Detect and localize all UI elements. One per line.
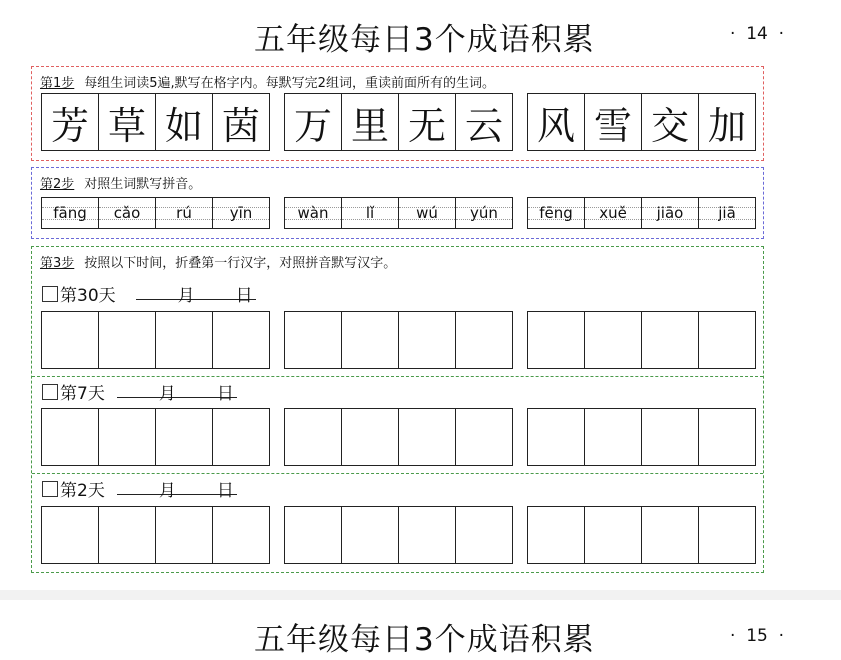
pinyin-cell: jiāo bbox=[641, 197, 699, 229]
date-fill-line[interactable] bbox=[117, 379, 237, 404]
writing-cell[interactable] bbox=[641, 506, 699, 564]
writing-grid bbox=[41, 311, 270, 369]
writing-cell[interactable] bbox=[527, 506, 585, 564]
step1-instruction: 每组生词读5遍,默写在格字内。每默写完2组词，重读前面所有的生词。 bbox=[84, 76, 495, 91]
idiom-group-2 bbox=[284, 93, 513, 151]
pinyin-cell: wú bbox=[398, 197, 456, 229]
writing-cell[interactable] bbox=[341, 408, 399, 466]
writing-cell[interactable] bbox=[155, 311, 213, 369]
idiom-group-3 bbox=[527, 93, 756, 151]
writing-cell[interactable] bbox=[155, 506, 213, 564]
day-label: 第2天 bbox=[60, 481, 105, 501]
writing-cell[interactable] bbox=[284, 408, 342, 466]
writing-cell[interactable] bbox=[41, 506, 99, 564]
writing-cell[interactable] bbox=[341, 311, 399, 369]
writing-grid bbox=[41, 506, 270, 564]
writing-cell[interactable] bbox=[398, 408, 456, 466]
page-title: 五年级每日3个成语积累 bbox=[254, 622, 595, 658]
day-checkbox[interactable] bbox=[42, 481, 58, 497]
writing-cell[interactable] bbox=[212, 311, 270, 369]
hanzi-cell: 草 bbox=[98, 93, 156, 151]
day-checkbox[interactable] bbox=[42, 384, 58, 400]
month-label: 月 bbox=[158, 481, 176, 501]
writing-grid bbox=[527, 506, 756, 564]
step1-label: 第1步 bbox=[40, 76, 75, 91]
writing-cell[interactable] bbox=[698, 408, 756, 466]
review-day-row bbox=[42, 476, 237, 501]
day-unit-label: 日 bbox=[235, 286, 253, 306]
day-unit-label: 日 bbox=[216, 481, 234, 501]
pinyin-group-3 bbox=[527, 197, 756, 229]
writing-cell[interactable] bbox=[698, 311, 756, 369]
writing-cell[interactable] bbox=[641, 408, 699, 466]
step3-header bbox=[40, 252, 396, 271]
day-label: 第30天 bbox=[60, 286, 116, 306]
review-day-row bbox=[42, 379, 237, 404]
writing-cell[interactable] bbox=[341, 506, 399, 564]
date-fill-line[interactable] bbox=[136, 281, 256, 306]
writing-cell[interactable] bbox=[41, 311, 99, 369]
page-number: · 14 · bbox=[730, 24, 785, 44]
step2-header bbox=[40, 173, 201, 192]
writing-cell[interactable] bbox=[641, 311, 699, 369]
step3-label: 第3步 bbox=[40, 256, 75, 271]
worksheet-page-next bbox=[0, 600, 841, 660]
writing-cell[interactable] bbox=[584, 506, 642, 564]
writing-cell[interactable] bbox=[455, 506, 513, 564]
divider bbox=[32, 473, 763, 474]
writing-cell[interactable] bbox=[284, 506, 342, 564]
month-label: 月 bbox=[177, 286, 195, 306]
review-day-row bbox=[42, 281, 256, 306]
writing-cell[interactable] bbox=[98, 506, 156, 564]
step3-section bbox=[31, 246, 764, 573]
hanzi-cell: 雪 bbox=[584, 93, 642, 151]
writing-cell[interactable] bbox=[455, 311, 513, 369]
writing-cell[interactable] bbox=[98, 311, 156, 369]
hanzi-cell: 里 bbox=[341, 93, 399, 151]
writing-grid bbox=[527, 311, 756, 369]
month-label: 月 bbox=[158, 384, 176, 404]
writing-cell[interactable] bbox=[212, 506, 270, 564]
writing-cell[interactable] bbox=[527, 408, 585, 466]
writing-cell[interactable] bbox=[584, 311, 642, 369]
pinyin-cell: fāng bbox=[41, 197, 99, 229]
pinyin-cell: jiā bbox=[698, 197, 756, 229]
writing-cell[interactable] bbox=[284, 311, 342, 369]
step1-section bbox=[31, 66, 764, 161]
writing-grid bbox=[527, 408, 756, 466]
day-checkbox[interactable] bbox=[42, 286, 58, 302]
hanzi-cell: 万 bbox=[284, 93, 342, 151]
hanzi-cell: 交 bbox=[641, 93, 699, 151]
writing-grid bbox=[41, 408, 270, 466]
writing-grid bbox=[284, 506, 513, 564]
step2-instruction: 对照生词默写拼音。 bbox=[84, 177, 202, 192]
hanzi-cell: 加 bbox=[698, 93, 756, 151]
pinyin-group-2 bbox=[284, 197, 513, 229]
writing-cell[interactable] bbox=[212, 408, 270, 466]
writing-cell[interactable] bbox=[398, 506, 456, 564]
hanzi-cell: 芳 bbox=[41, 93, 99, 151]
pinyin-cell: yún bbox=[455, 197, 513, 229]
writing-cell[interactable] bbox=[155, 408, 213, 466]
writing-cell[interactable] bbox=[455, 408, 513, 466]
step2-section bbox=[31, 167, 764, 239]
writing-cell[interactable] bbox=[41, 408, 99, 466]
writing-cell[interactable] bbox=[698, 506, 756, 564]
step3-instruction: 按照以下时间，折叠第一行汉字，对照拼音默写汉字。 bbox=[84, 256, 397, 271]
date-fill-line[interactable] bbox=[117, 476, 237, 501]
writing-cell[interactable] bbox=[398, 311, 456, 369]
pinyin-cell: rú bbox=[155, 197, 213, 229]
pinyin-cell: fēng bbox=[527, 197, 585, 229]
pinyin-cell: lǐ bbox=[341, 197, 399, 229]
writing-grid bbox=[284, 311, 513, 369]
pinyin-cell: xuě bbox=[584, 197, 642, 229]
writing-cell[interactable] bbox=[527, 311, 585, 369]
hanzi-cell: 风 bbox=[527, 93, 585, 151]
hanzi-cell: 云 bbox=[455, 93, 513, 151]
hanzi-cell: 无 bbox=[398, 93, 456, 151]
step2-label: 第2步 bbox=[40, 177, 75, 192]
page-number: · 15 · bbox=[730, 626, 785, 646]
pinyin-cell: yīn bbox=[212, 197, 270, 229]
page-title: 五年级每日3个成语积累 bbox=[254, 22, 595, 58]
writing-cell[interactable] bbox=[584, 408, 642, 466]
writing-cell[interactable] bbox=[98, 408, 156, 466]
pinyin-cell: cǎo bbox=[98, 197, 156, 229]
day-label: 第7天 bbox=[60, 384, 105, 404]
pinyin-group-1 bbox=[41, 197, 270, 229]
step1-header bbox=[40, 72, 495, 91]
divider bbox=[32, 376, 763, 377]
hanzi-cell: 茵 bbox=[212, 93, 270, 151]
day-unit-label: 日 bbox=[216, 384, 234, 404]
idiom-group-1 bbox=[41, 93, 270, 151]
hanzi-cell: 如 bbox=[155, 93, 213, 151]
writing-grid bbox=[284, 408, 513, 466]
pinyin-cell: wàn bbox=[284, 197, 342, 229]
